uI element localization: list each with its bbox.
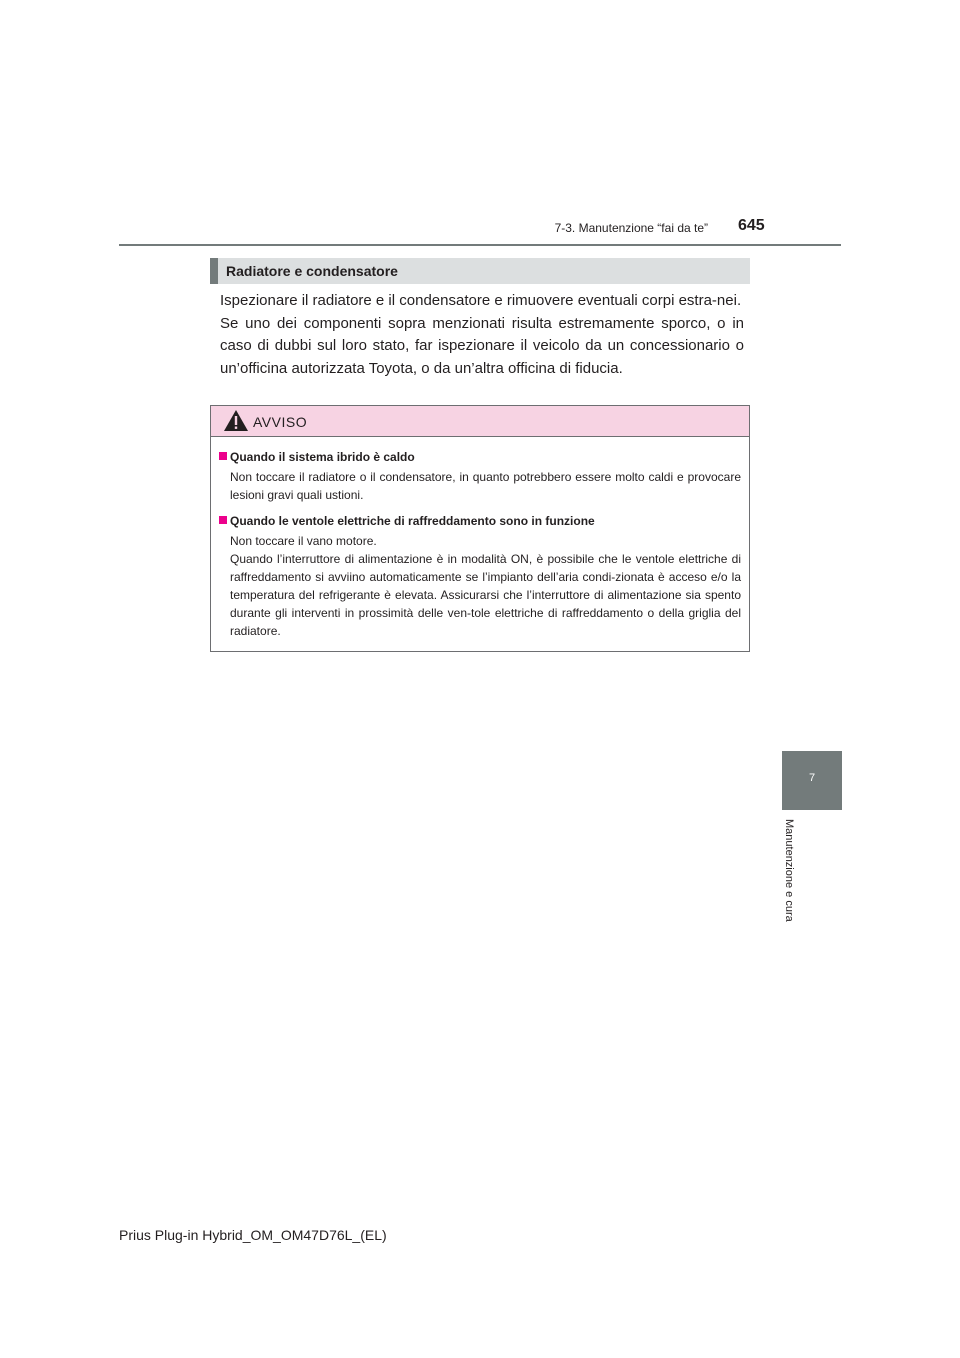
warning-item-title bbox=[219, 512, 741, 530]
body-paragraph: Se uno dei componenti sopra menzionati risulta estremamente sporco, o in caso di dubbi sul loro stato, far ispezionare il veicolo da un concessionario o un’officina autorizzata Toyota, o da un’altra officina di fiducia. bbox=[220, 314, 744, 377]
warning-item bbox=[219, 512, 741, 640]
warning-item-text bbox=[219, 532, 741, 640]
header-section-title: 7-3. Manutenzione “fai da te” bbox=[554, 221, 708, 235]
footer-document-id: Prius Plug-in Hybrid_OM_OM47D76L_(EL) bbox=[119, 1227, 387, 1243]
chapter-tab-number: 7 bbox=[808, 772, 816, 784]
chapter-side-label bbox=[775, 819, 815, 939]
warning-item-title-text: Quando le ventole elettriche di raffreddamento sono in funzione bbox=[230, 514, 595, 528]
warning-header bbox=[211, 406, 749, 437]
body-paragraph: Ispezionare il radiatore e il condensatore e rimuovere eventuali corpi estra-nei. bbox=[220, 292, 742, 309]
header-rule bbox=[119, 244, 841, 246]
section-heading bbox=[210, 258, 750, 284]
section-heading-text: Radiatore e condensatore bbox=[226, 263, 398, 279]
magenta-square-bullet-icon bbox=[219, 452, 227, 460]
warning-body bbox=[219, 448, 741, 640]
body-text bbox=[220, 290, 744, 380]
warning-item-title bbox=[219, 448, 741, 466]
chapter-side-label-text: Manutenzione e cura bbox=[783, 819, 795, 922]
page-number: 645 bbox=[738, 217, 765, 234]
chapter-tab bbox=[782, 751, 842, 810]
warning-item-text bbox=[219, 468, 741, 504]
warning-label: AVVISO bbox=[253, 414, 308, 430]
warning-box bbox=[210, 405, 750, 652]
warning-item-line: Quando l’interruttore di alimentazione è in modalità ON, è possibile che le ventole elettriche di raffreddamento si avviino automaticamente se l’impianto dell’aria condi-zionata è acceso e/o la temperatura del refrigerante è elevata. Assicurarsi che l’interruttore di alimentazione sia spento durante gli interventi in prossimità delle ven-tole elettriche di raffreddamento o della griglia del radiatore. bbox=[230, 552, 741, 638]
warning-item bbox=[219, 448, 741, 504]
warning-item-line: Non toccare il radiatore o il condensatore, in quanto potrebbero essere molto caldi e provocare lesioni gravi quali ustioni. bbox=[230, 470, 741, 502]
warning-item-line: Non toccare il vano motore. bbox=[230, 534, 377, 548]
warning-triangle-icon bbox=[224, 410, 248, 431]
warning-item-title-text: Quando il sistema ibrido è caldo bbox=[230, 450, 415, 464]
magenta-square-bullet-icon bbox=[219, 516, 227, 524]
